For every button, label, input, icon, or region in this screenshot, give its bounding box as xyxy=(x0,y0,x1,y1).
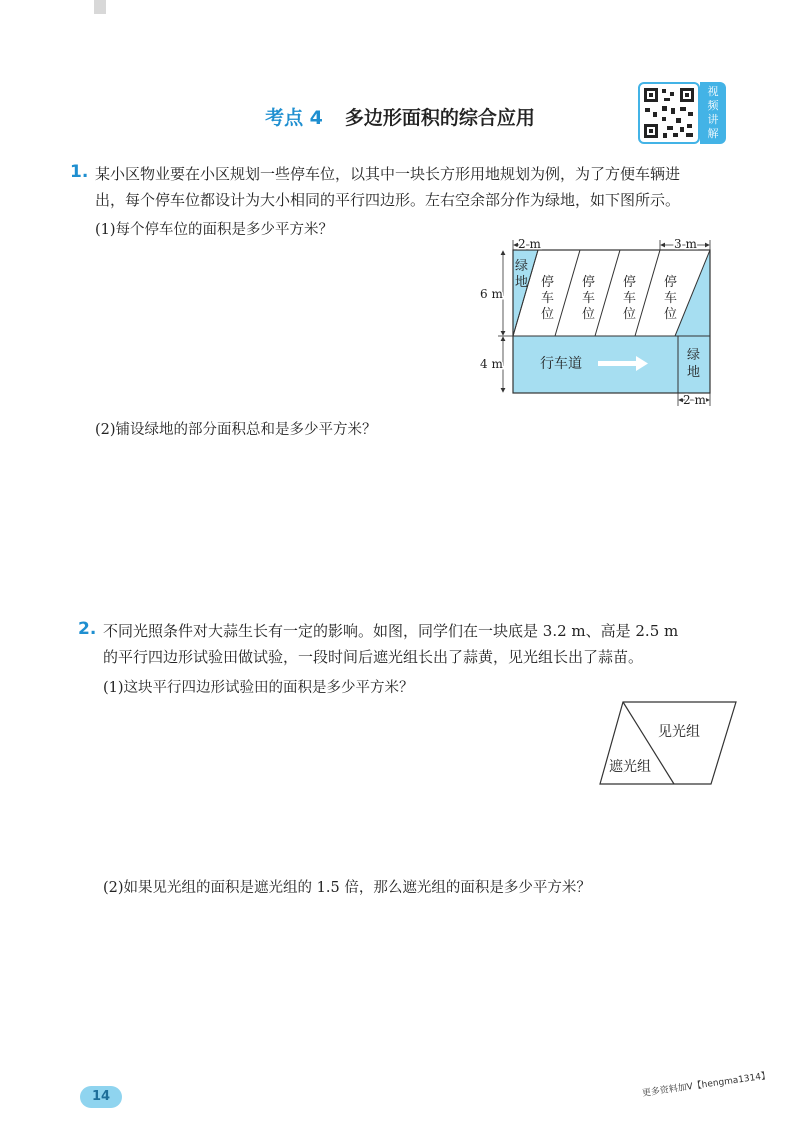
parking-label: 停 xyxy=(541,275,555,290)
parking-lot-figure xyxy=(478,236,728,412)
question-1-text-line-2: 出，每个停车位都设计为大小相同的平行四边形。左右空余部分作为绿地，如下图所示。 xyxy=(95,191,681,209)
road-label: 行车道 xyxy=(540,356,582,372)
qr-tag-char: 讲 xyxy=(707,113,719,126)
parking-label: 停 xyxy=(664,275,678,290)
parking-label: 位 xyxy=(664,307,678,322)
green-right-label: 绿 xyxy=(687,348,701,363)
qr-tag-char: 解 xyxy=(707,127,719,140)
parking-label: 位 xyxy=(623,307,637,322)
question-2-text-line-2: 的平行四边形试验田做试验，一段时间后遮光组长出了蒜黄，见光组长出了蒜苗。 xyxy=(103,648,644,666)
parking-label: 车 xyxy=(664,291,678,306)
parking-label: 车 xyxy=(582,291,596,306)
qr-code-icon xyxy=(640,84,698,142)
video-explain-tag[interactable] xyxy=(700,82,726,144)
qr-tag-char: 频 xyxy=(707,99,719,112)
parking-divider xyxy=(635,250,660,336)
green-right-label: 地 xyxy=(687,365,701,380)
question-1-number: 1. xyxy=(70,162,89,182)
green-left-label: 绿 xyxy=(515,259,529,274)
light-group-label: 见光组 xyxy=(658,724,700,740)
question-2-text-line-1: 不同光照条件对大蒜生长有一定的影响。如图，同学们在一块底是 3.2 m、高是 2.5 m xyxy=(103,622,679,640)
footer-note: 更多资料加V【hengma1314】 xyxy=(641,1071,771,1099)
parking-label: 位 xyxy=(541,307,555,322)
shade-group-label: 遮光组 xyxy=(609,759,651,775)
section-label: 考点 4 xyxy=(265,107,323,129)
parallelogram-figure xyxy=(598,698,738,788)
parking-label: 位 xyxy=(582,307,596,322)
question-1-part-1: (1)每个停车位的面积是多少平方米？ xyxy=(95,222,334,238)
qr-tag-char: 视 xyxy=(707,85,719,98)
dim-left-bottom: 4 m xyxy=(480,357,503,371)
parking-label: 停 xyxy=(623,275,637,290)
binding-mark xyxy=(94,0,106,14)
question-1-text-line-1: 某小区物业要在小区规划一些停车位，以其中一块长方形用地规划为例，为了方便车辆进 xyxy=(95,165,681,183)
question-1-part-2: (2)铺设绿地的部分面积总和是多少平方米？ xyxy=(95,422,377,438)
parking-label: 车 xyxy=(541,291,555,306)
dim-top-right: 3 m xyxy=(674,237,697,251)
parking-divider xyxy=(595,250,620,336)
page-number: 14 xyxy=(80,1086,122,1108)
qr-code[interactable] xyxy=(638,82,700,144)
parking-divider xyxy=(555,250,580,336)
section-title: 多边形面积的综合应用 xyxy=(344,107,535,129)
parking-label: 车 xyxy=(623,291,637,306)
dim-bottom-right: 2 m xyxy=(683,393,706,407)
dim-top-left: 2 m xyxy=(518,237,541,251)
dim-left-top: 6 m xyxy=(480,287,503,301)
question-2-part-2: (2)如果见光组的面积是遮光组的 1.5 倍，那么遮光组的面积是多少平方米？ xyxy=(103,880,591,896)
question-2-number: 2. xyxy=(78,619,97,639)
green-left-label: 地 xyxy=(515,275,529,290)
question-2-part-1: (1)这块平行四边形试验田的面积是多少平方米？ xyxy=(103,680,414,696)
road-arrow xyxy=(598,361,636,366)
parking-label: 停 xyxy=(582,275,596,290)
